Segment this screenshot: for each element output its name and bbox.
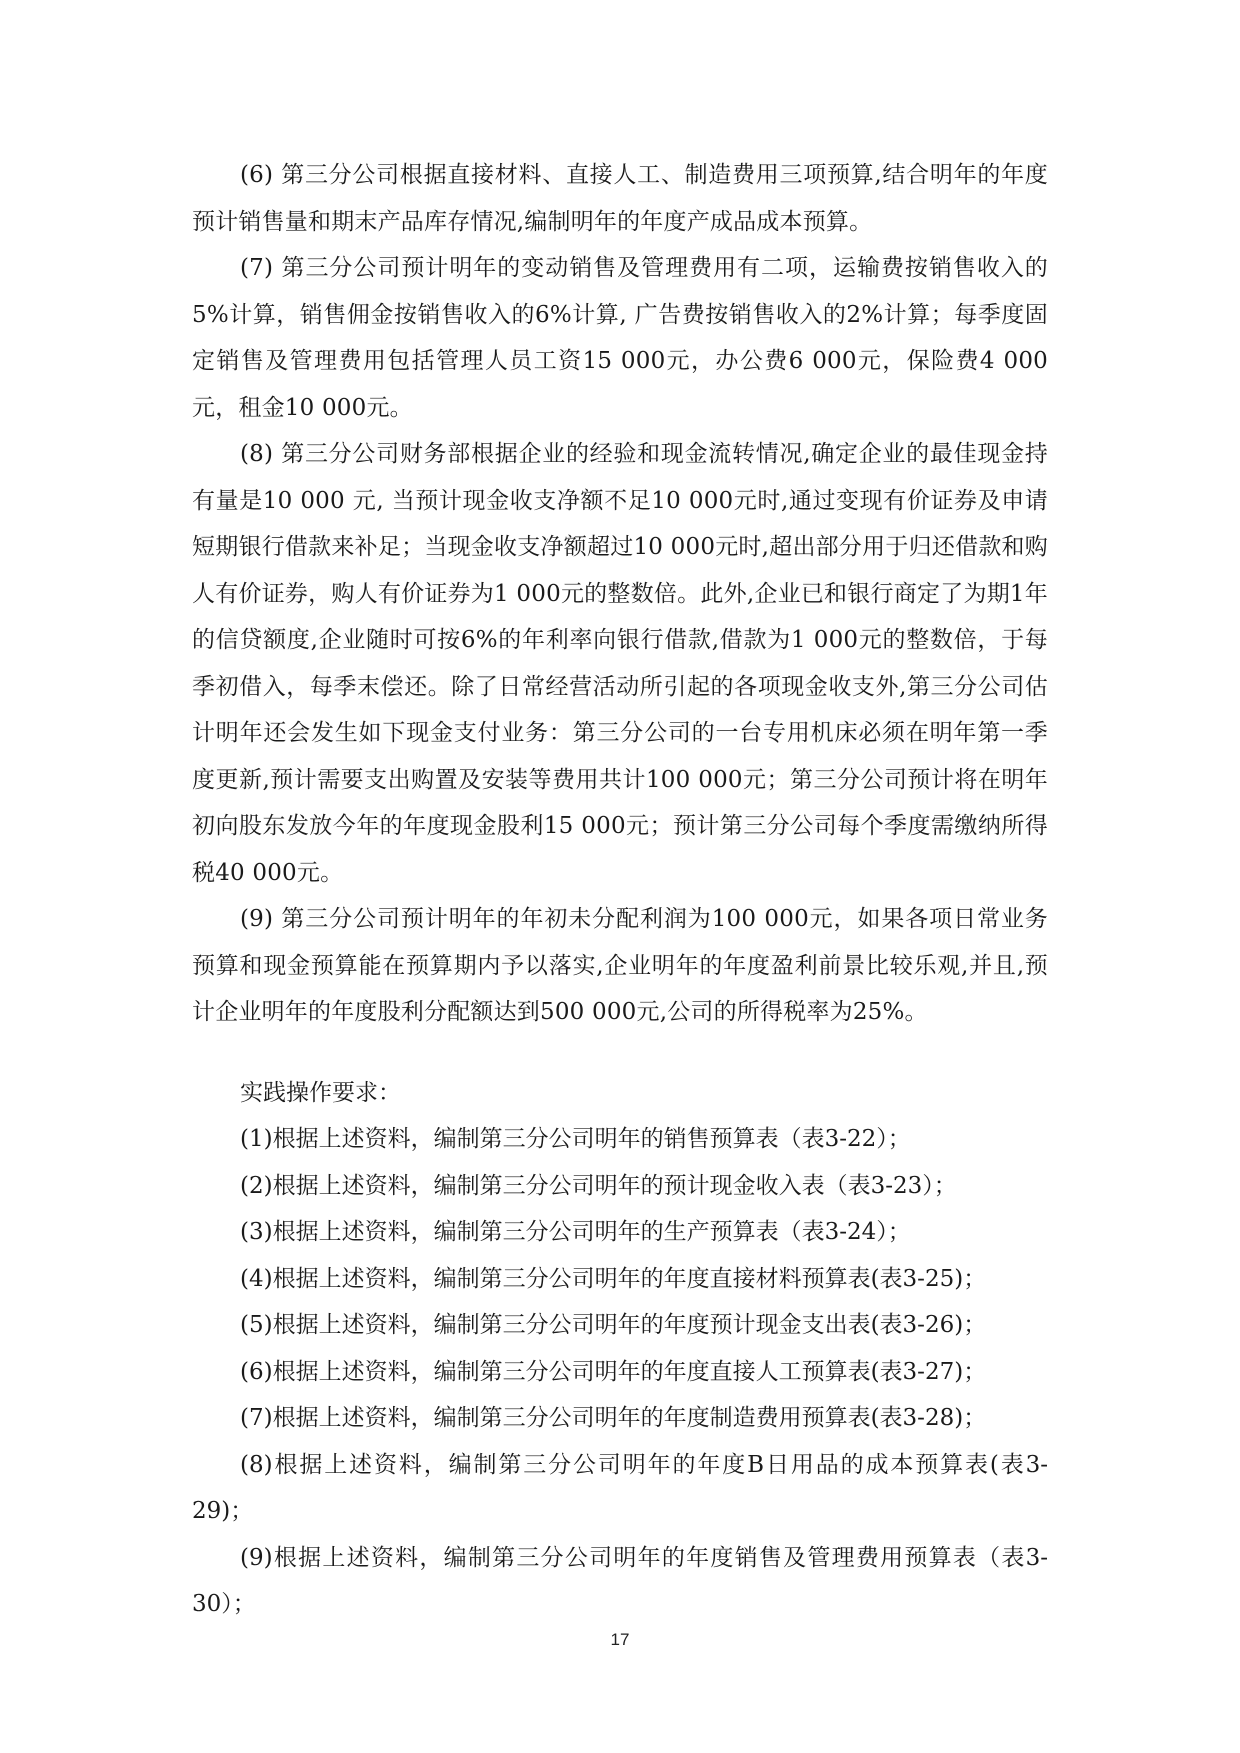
- requirement-item: (1)根据上述资料，编制第三分公司明年的销售预算表（表3-22）；: [240, 1126, 911, 1152]
- page-content: [192, 152, 1048, 1628]
- paragraph-9: (9) 第三分公司预计明年的年初未分配利润为100 000元，如果各项日常业务预算和现金预算能在预算期内予以落实,企业明年的年度盈利前景比较乐观,并且,预计企业明年的年度股利分配额达到500 000元,公司的所得税率为25%。: [192, 906, 1048, 1025]
- requirement-item: (4)根据上述资料，编制第三分公司明年的年度直接材料预算表(表3-25)；: [240, 1265, 987, 1292]
- paragraph-6: (6) 第三分公司根据直接材料、直接人工、制造费用三项预算,结合明年的年度预计销售量和期末产品库存情况,编制明年的年度产成品成本预算。: [192, 162, 1048, 235]
- requirement-item: (3)根据上述资料，编制第三分公司明年的生产预算表（表3-24）；: [240, 1219, 911, 1245]
- requirement-item: (6)根据上述资料，编制第三分公司明年的年度直接人工预算表(表3-27)；: [240, 1358, 987, 1385]
- requirement-item: (7)根据上述资料，编制第三分公司明年的年度制造费用预算表(表3-28)；: [240, 1405, 987, 1431]
- requirement-item: (9)根据上述资料，编制第三分公司明年的年度销售及管理费用预算表（表3-30）；: [192, 1544, 1048, 1617]
- requirement-item: (8)根据上述资料，编制第三分公司明年的年度B日用品的成本预算表(表3-29)；: [192, 1451, 1048, 1524]
- requirement-item: (5)根据上述资料，编制第三分公司明年的年度预计现金支出表(表3-26)；: [240, 1312, 987, 1338]
- requirements-title: 实践操作要求：: [240, 1079, 401, 1106]
- paragraph-7: (7) 第三分公司预计明年的变动销售及管理费用有二项，运输费按销售收入的5%计算，销售佣金按销售收入的6%计算, 广告费按销售收入的2%计算；每季度固定销售及管理费用包括管理人员工资15 000元，办公费6 000元，保险费4 000元，租金10 000元。: [192, 255, 1048, 421]
- page-number: 17: [610, 1630, 630, 1649]
- section-spacer: [192, 1036, 1048, 1070]
- requirement-item: (2)根据上述资料，编制第三分公司明年的预计现金收入表（表3-23）；: [240, 1172, 957, 1199]
- paragraph-8: (8) 第三分公司财务部根据企业的经验和现金流转情况,确定企业的最佳现金持有量是10 000 元, 当预计现金收支净额不足10 000元时,通过变现有价证券及申请短期银行借款来补足；当现金收支净额超过10 000元时,超出部分用于归还借款和购人有价证券，购人有价证券为1 000元的整数倍。此外,企业已和银行商定了为期1年的信贷额度,企业随时可按6%的年利率向银行借款,借款为1 000元的整数倍，于每季初借入，每季末偿还。除了日常经营活动所引起的各项现金收支外,第三分公司估计明年还会发生如下现金支付业务：第三分公司的一台专用机床必须在明年第一季度更新,预计需要支出购置及安装等费用共计100 000元；第三分公司预计将在明年初向股东发放今年的年度现金股利15 000元；预计第三分公司每个季度需缴纳所得税40 000元。: [192, 441, 1048, 886]
